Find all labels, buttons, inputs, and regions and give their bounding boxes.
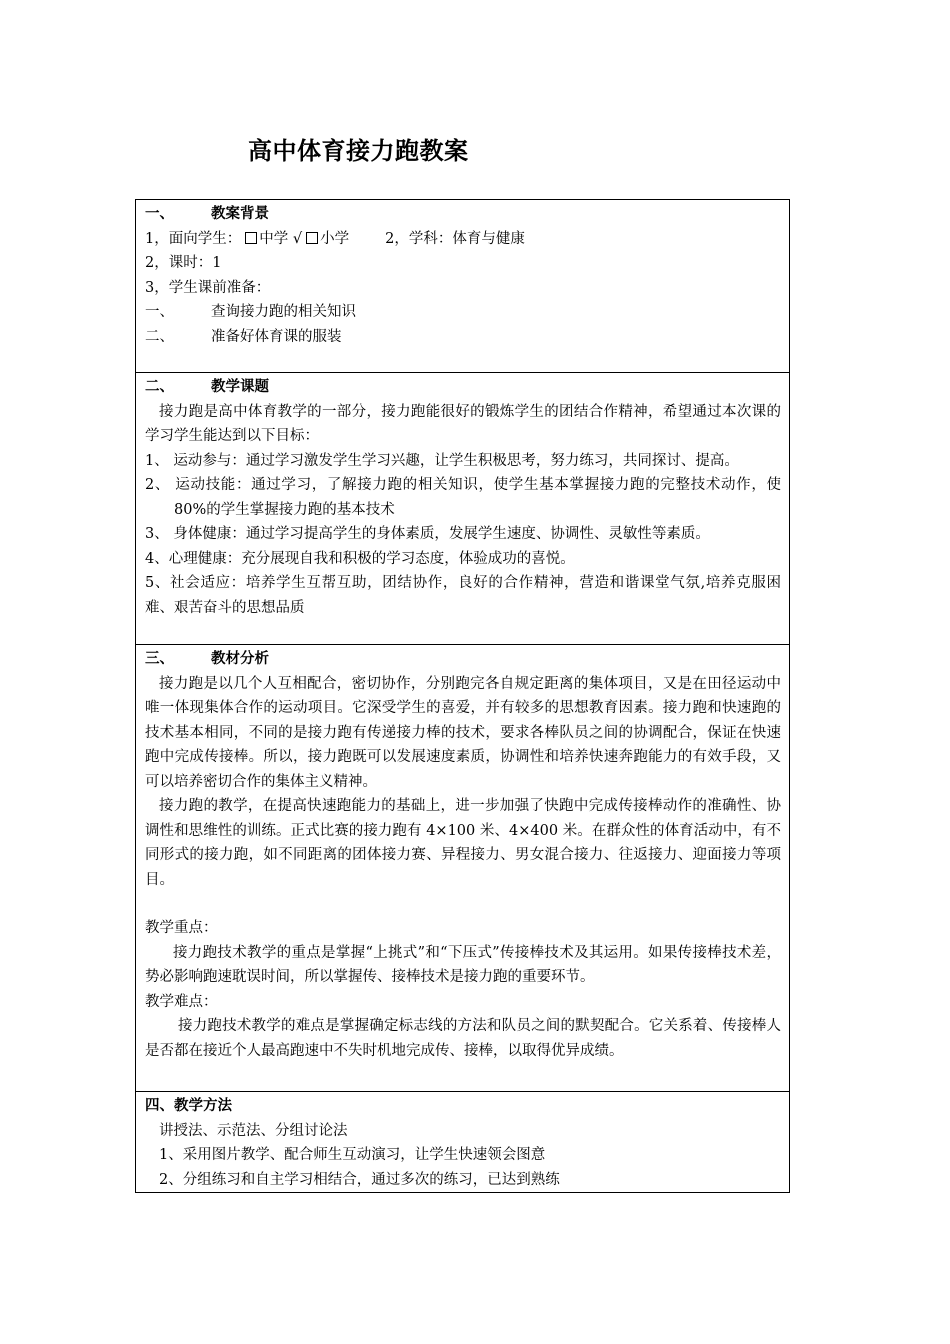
target-students-line: 1，面向学生： 中学 √ 小学 2，学科：体育与健康 [145,230,525,247]
key-point-text: 接力跑技术教学的重点是掌握“上挑式”和“下压式”传接棒技术及其运用。如果传接棒技术差，势必影响跑速耽误时间，所以掌握传、接棒技术是接力跑的重要环节。 [145,944,781,985]
section-topic [136,373,790,645]
section-material-analysis [136,645,790,1092]
analysis-paragraph: 接力跑的教学，在提高快速跑能力的基础上，进一步加强了快跑中完成传接棒动作的准确性、协调性和思维性的训练。正式比赛的接力跑有 4×100 米、4×400 米。在群众性的体育活动中，有不同形式的接力跑，如不同距离的团体接力赛、异程接力、男女混合接力、往返接力、迎面接力等项目。 [145,798,781,888]
checkbox-icon [245,232,257,244]
goal-item: 3、 身体健康：通过学习提高学生的身体素质，发展学生速度、协调性、灵敏性等素质。 [145,526,710,542]
section-background [136,200,790,373]
method-item: 1、采用图片教学、配合师生互动演习，让学生快速领会图意 [159,1147,546,1163]
goal-item: 1、 运动参与：通过学习激发学生学习兴趣，让学生积极思考，努力练习，共同探讨、提高。 [145,452,739,469]
section-heading: 四、教学方法 [145,1097,232,1114]
subject-text: 2，学科：体育与健康 [385,230,525,247]
class-hours: 2，课时：1 [145,255,222,271]
option-middle-school: 中学 √ [259,230,303,247]
option-primary-school: 小学 [320,230,350,247]
goal-item: 4、心理健康：充分展现自我和积极的学习态度，体验成功的喜悦。 [145,550,575,567]
analysis-paragraph: 接力跑是以几个人互相配合，密切协作，分别跑完各自规定距离的集体项目，又是在田径运动中唯一体现集体合作的运动项目。它深受学生的喜爱，并有较多的思想教育因素。接力跑和快速跑的技术基本相同，不同的是接力跑有传递接力棒的技术，要求各棒队员之间的协调配合，保证在快速跑中完成传接棒。所以，接力跑既可以发展速度素质，协调性和培养快速奔跑能力的有效手段，又可以培养密切合作的集体主义精神。 [145,675,781,790]
section-heading: 二、 教学课题 [145,378,269,395]
difficulty-label: 教学难点： [145,993,218,1010]
method-item: 2、分组练习和自主学习相结合，通过多次的练习，已达到熟练 [159,1171,560,1188]
goal-item: 5、社会适应：培养学生互帮互助，团结协作，良好的合作精神，营造和谐课堂气氛,培养克服困难、艰苦奋斗的思想品质 [145,575,781,616]
section-heading: 一、 教案背景 [145,205,269,222]
lesson-plan-table [135,199,790,1193]
goal-item: 2、 运动技能：通过学习，了解接力跑的相关知识，使学生基本掌握接力跑的完整技术动作，使 80%的学生掌握接力跑的基本技术 [145,477,781,518]
checkbox-icon [306,232,318,244]
section-heading: 三、 教材分析 [145,650,269,667]
prep-item: 一、 查询接力跑的相关知识 [145,304,356,320]
topic-intro: 接力跑是高中体育教学的一部分，接力跑能很好的锻炼学生的团结合作精神，希望通过本次课的学习学生能达到以下目标： [145,403,781,444]
methods-list: 讲授法、示范法、分组讨论法 [159,1122,348,1139]
pre-class-prep: 3，学生课前准备： [145,279,271,296]
section-methods [136,1092,790,1193]
page-title: 高中体育接力跑教案 [248,136,469,165]
prep-item: 二、 准备好体育课的服装 [145,328,342,345]
key-point-label: 教学重点： [145,920,218,936]
difficulty-text: 接力跑技术教学的难点是掌握确定标志线的方法和队员之间的默契配合。它关系着、传接棒人是否都在接近个人最高跑速中不失时机地完成传、接棒，以取得优异成绩。 [145,1018,781,1059]
